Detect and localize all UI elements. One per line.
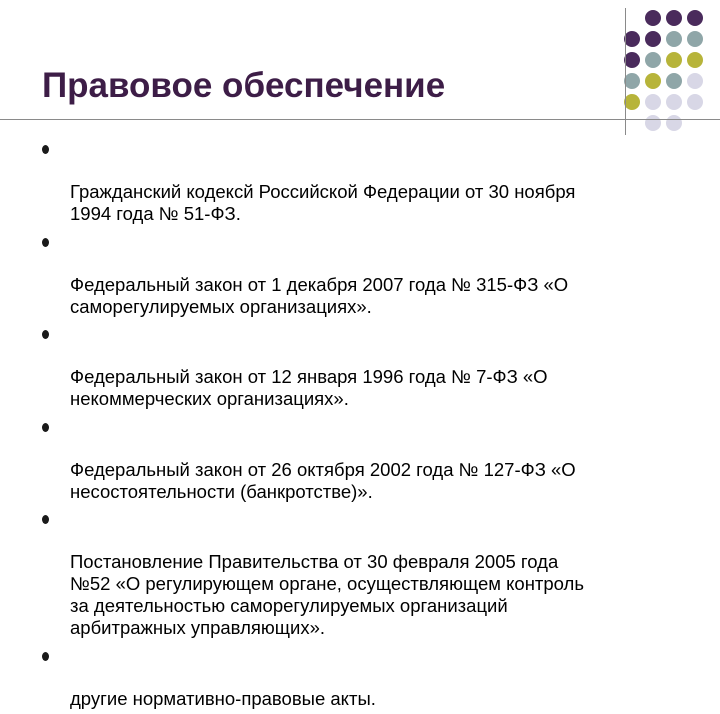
decorative-dot	[645, 52, 661, 68]
list-item	[42, 137, 692, 225]
list-item-text: Федеральный закон от 12 января 1996 года № 7-ФЗ «О некоммерческих организациях».	[70, 366, 548, 409]
decorative-dot	[687, 31, 703, 47]
list-item-text: Постановление Правительства от 30 февраля 2005 года №52 «О регулирующем органе, осуществляющем контроль за деятельностью саморегулируемых организаций арбитражных управляющих».	[70, 551, 584, 638]
list-item-text: другие нормативно-правовые акты.	[70, 687, 376, 709]
vertical-divider	[625, 8, 626, 135]
decorative-dot	[624, 94, 640, 110]
decorative-dot	[645, 115, 661, 131]
decorative-dot	[666, 52, 682, 68]
decorative-dot	[645, 94, 661, 110]
decorative-dot	[687, 52, 703, 68]
bullet-icon	[42, 238, 49, 247]
decorative-dot	[666, 73, 682, 89]
decorative-dot	[645, 31, 661, 47]
list-item-text: Федеральный закон от 1 декабря 2007 года № 315-ФЗ «О саморегулируемых организациях».	[70, 273, 569, 317]
decorative-dot	[645, 73, 661, 89]
list-item-text: Гражданский кодексй Российской Федерации от 30 ноября 1994 года № 51-ФЗ.	[70, 181, 576, 224]
bullet-icon	[42, 145, 49, 154]
title-divider	[0, 119, 720, 120]
list-item	[42, 415, 692, 503]
list-item	[42, 322, 692, 410]
list-item-text: Федеральный закон от 26 октября 2002 года № 127-ФЗ «О несостоятельности (банкротстве)».	[70, 458, 576, 502]
list-item	[42, 230, 692, 318]
bullet-icon	[42, 423, 49, 432]
bullet-list	[42, 137, 692, 714]
decorative-dot	[687, 73, 703, 89]
bullet-icon	[42, 515, 49, 524]
decorative-dot	[624, 73, 640, 89]
slide-title: Правовое обеспечение	[42, 66, 446, 105]
decorative-dot	[666, 31, 682, 47]
bullet-icon	[42, 652, 49, 661]
decorative-dot	[624, 31, 640, 47]
decorative-dot	[645, 10, 661, 26]
decorative-dot	[666, 94, 682, 110]
list-item	[42, 644, 692, 710]
decorative-dot	[624, 52, 640, 68]
bullet-icon	[42, 330, 49, 339]
decorative-dot	[666, 115, 682, 131]
decorative-dot	[687, 94, 703, 110]
decorative-dot	[687, 10, 703, 26]
list-item	[42, 507, 692, 639]
decorative-dot	[666, 10, 682, 26]
